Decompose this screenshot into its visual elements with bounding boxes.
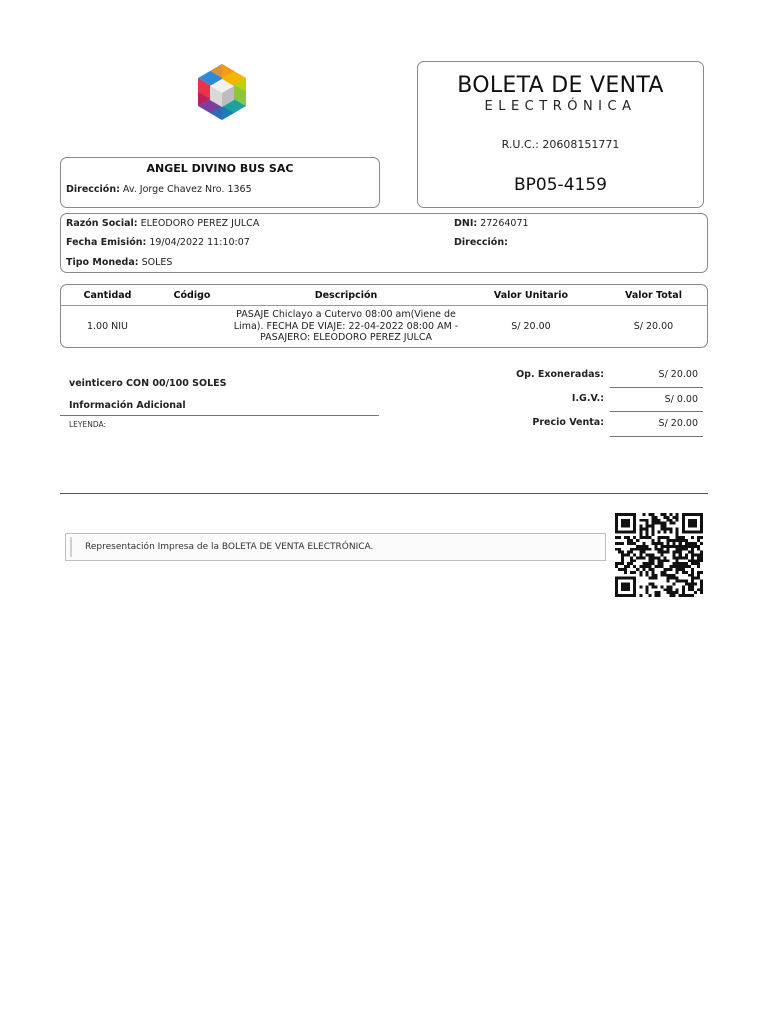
note-accent-bar (70, 537, 72, 557)
row-valor-unitario: S/ 20.00 (511, 321, 551, 332)
header-descripcion: Descripción (314, 290, 378, 301)
leyenda-label: LEYENDA: (69, 420, 107, 429)
igv-label: I.G.V.: (571, 393, 604, 404)
amount-in-words: veinticero CON 00/100 SOLES (69, 378, 227, 389)
additional-info-title: Información Adicional (69, 400, 186, 411)
company-box (60, 157, 380, 208)
representation-note: Representación Impresa de la BOLETA DE VENTA ELECTRÓNICA. (85, 542, 374, 552)
header-divider (61, 305, 707, 306)
tipo-moneda-value: SOLES (141, 257, 173, 268)
client-direccion-line (454, 237, 508, 248)
totals-divider (610, 387, 703, 388)
razon-social-value: ELEODORO PEREZ JULCA (140, 218, 260, 229)
dni-line (454, 218, 529, 229)
client-direccion-label: Dirección: (454, 237, 508, 248)
fecha-emision-value: 19/04/2022 11:10:07 (149, 237, 250, 248)
row-descripcion (211, 309, 481, 344)
row-descripcion-line: PASAJERO: ELEODORO PEREZ JULCA (260, 332, 432, 343)
header-cantidad: Cantidad (83, 290, 132, 301)
representation-note-box (65, 533, 606, 561)
header-valor-total: Valor Total (625, 290, 682, 301)
row-descripcion-line: Lima). FECHA DE VIAJE: 22-04-2022 08:00 AM - (233, 320, 459, 332)
totals-divider (610, 436, 703, 437)
items-table (60, 284, 708, 348)
tipo-moneda-line (66, 257, 172, 268)
company-logo (192, 62, 252, 122)
document-number: BP05-4159 (514, 175, 607, 195)
company-name: ANGEL DIVINO BUS SAC (146, 162, 294, 175)
document-header-box (417, 61, 704, 208)
row-cantidad: 1.00 NIU (86, 321, 129, 332)
ruc-value: 20608151771 (542, 138, 620, 151)
ruc-line (418, 138, 703, 151)
company-address: Av. Jorge Chavez Nro. 1365 (122, 184, 252, 195)
ruc-label: R.U.C.: (501, 138, 539, 151)
section-separator (60, 493, 708, 494)
additional-info-divider (60, 415, 379, 416)
client-box (60, 213, 708, 273)
document-subtitle: ELECTRÓNICA (484, 99, 637, 114)
fecha-emision-label: Fecha Emisión: (66, 237, 147, 248)
header-codigo: Código (173, 290, 211, 301)
dni-value: 27264071 (480, 218, 529, 229)
op-exoneradas-value: S/ 20.00 (658, 369, 698, 380)
op-exoneradas-label: Op. Exoneradas: (516, 369, 604, 380)
razon-social-line (66, 218, 259, 229)
qr-code-icon (615, 513, 703, 597)
fecha-emision-line (66, 237, 250, 248)
precio-venta-value: S/ 20.00 (658, 418, 698, 429)
precio-venta-label: Precio Venta: (532, 417, 604, 428)
row-valor-total: S/ 20.00 (633, 321, 674, 332)
company-address-line (66, 184, 252, 195)
company-address-label: Dirección: (66, 184, 120, 195)
document-title: BOLETA DE VENTA (457, 73, 664, 98)
razon-social-label: Razón Social: (66, 218, 138, 229)
totals-divider (610, 411, 703, 412)
row-descripcion-line: PASAJE Chiclayo a Cutervo 08:00 am(Viene de (236, 309, 456, 320)
igv-value: S/ 0.00 (664, 394, 698, 405)
dni-label: DNI: (454, 218, 478, 229)
tipo-moneda-label: Tipo Moneda: (66, 257, 139, 268)
header-valor-unitario: Valor Unitario (493, 290, 569, 301)
